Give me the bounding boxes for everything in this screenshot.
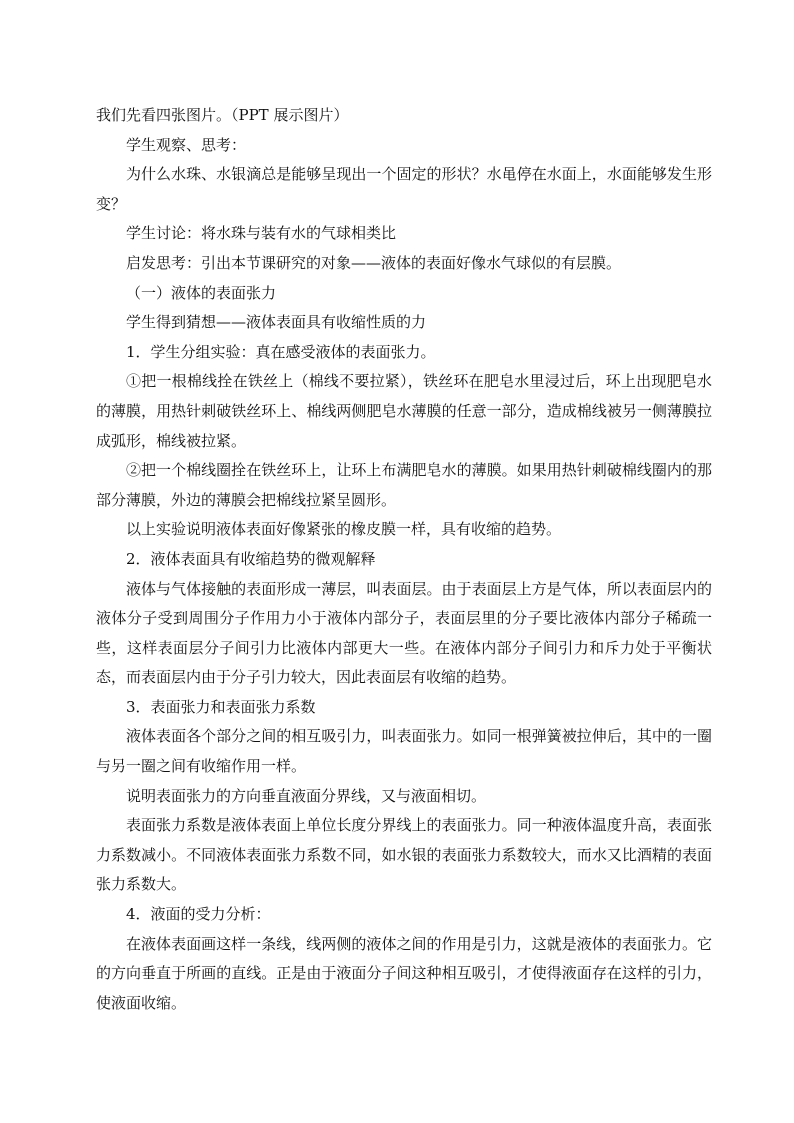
subheading-force-analysis: 4．液面的受力分析： [126,905,271,924]
paragraph-coefficient: 表面张力系数是液体表面上单位长度分界线上的表面张力。同一种液体温度升高，表面张力系数减小。不同液体表面张力系数不同，如水银的表面张力系数较大，而水又比酒精的表面张力系数大。 [96,816,712,894]
paragraph-observe: 学生观察、思考： [126,135,247,154]
paragraph-hypothesis: 学生得到猜想——液体表面具有收缩性质的力 [126,313,427,332]
paragraph-intro: 我们先看四张图片。（PPT 展示图片） [96,106,349,124]
paragraph-force-analysis: 在液体表面画这样一条线，线两侧的液体之间的作用是引力，这就是液体的表面张力。它的方向垂直于所画的直线。正是由于液面分子间这种相互吸引，才使得液面存在这样的引力，使液面收缩。 [96,934,712,1012]
paragraph-experiment-2: ②把一个棉线圈拴在铁丝环上，让环上布满肥皂水的薄膜。如果用热针刺破棉线圈内的那部分薄膜，外边的薄膜会把棉线拉紧呈圆形。 [96,461,712,509]
section-heading-surface-tension: （一）液体的表面张力 [126,283,277,302]
paragraph-experiment-1: ①把一根棉线拴在铁丝上（棉线不要拉紧），铁丝环在肥皂水里浸过后，环上出现肥皂水的薄膜，用热针刺破铁丝环上、棉线两侧肥皂水薄膜的任意一部分，造成棉线被另一侧薄膜拉成弧形，棉线被拉紧。 [96,372,712,450]
paragraph-question: 为什么水珠、水银滴总是能够呈现出一个固定的形状？水黾停在水面上，水面能够发生形变？ [96,165,712,213]
paragraph-tension-direction: 说明表面张力的方向垂直液面分界线，又与液面相切。 [126,786,487,805]
subheading-group-experiment: 1．学生分组实验：真在感受液体的表面张力。 [126,342,436,361]
subheading-micro-explanation: 2．液体表面具有收缩趋势的微观解释 [126,549,376,568]
paragraph-micro-explanation: 液体与气体接触的表面形成一薄层，叫表面层。由于表面层上方是气体，所以表面层内的液体分子受到周围分子作用力小于液体内部分子，表面层里的分子要比液体内部分子稀疏一些，这样表面层分子间引力比液体内部更大一些。在液体内部分子间引力和斥力处于平衡状态，而表面层内由于分子引力较大，因此表面层有收缩的趋势。 [96,579,712,687]
paragraph-discussion: 学生讨论：将水珠与装有水的气球相类比 [126,224,397,243]
paragraph-tension-definition: 液体表面各个部分之间的相互吸引力，叫表面张力。如同一根弹簧被拉伸后，其中的一圈与另一圈之间有收缩作用一样。 [96,727,712,776]
paragraph-conclusion: 以上实验说明液体表面好像紧张的橡皮膜一样，具有收缩的趋势。 [126,520,562,539]
document-page [96,101,712,1018]
subheading-tension-coefficient: 3．表面张力和表面张力系数 [126,697,316,716]
paragraph-inspire: 启发思考：引出本节课研究的对象——液体的表面好像水气球似的有层膜。 [126,253,622,272]
